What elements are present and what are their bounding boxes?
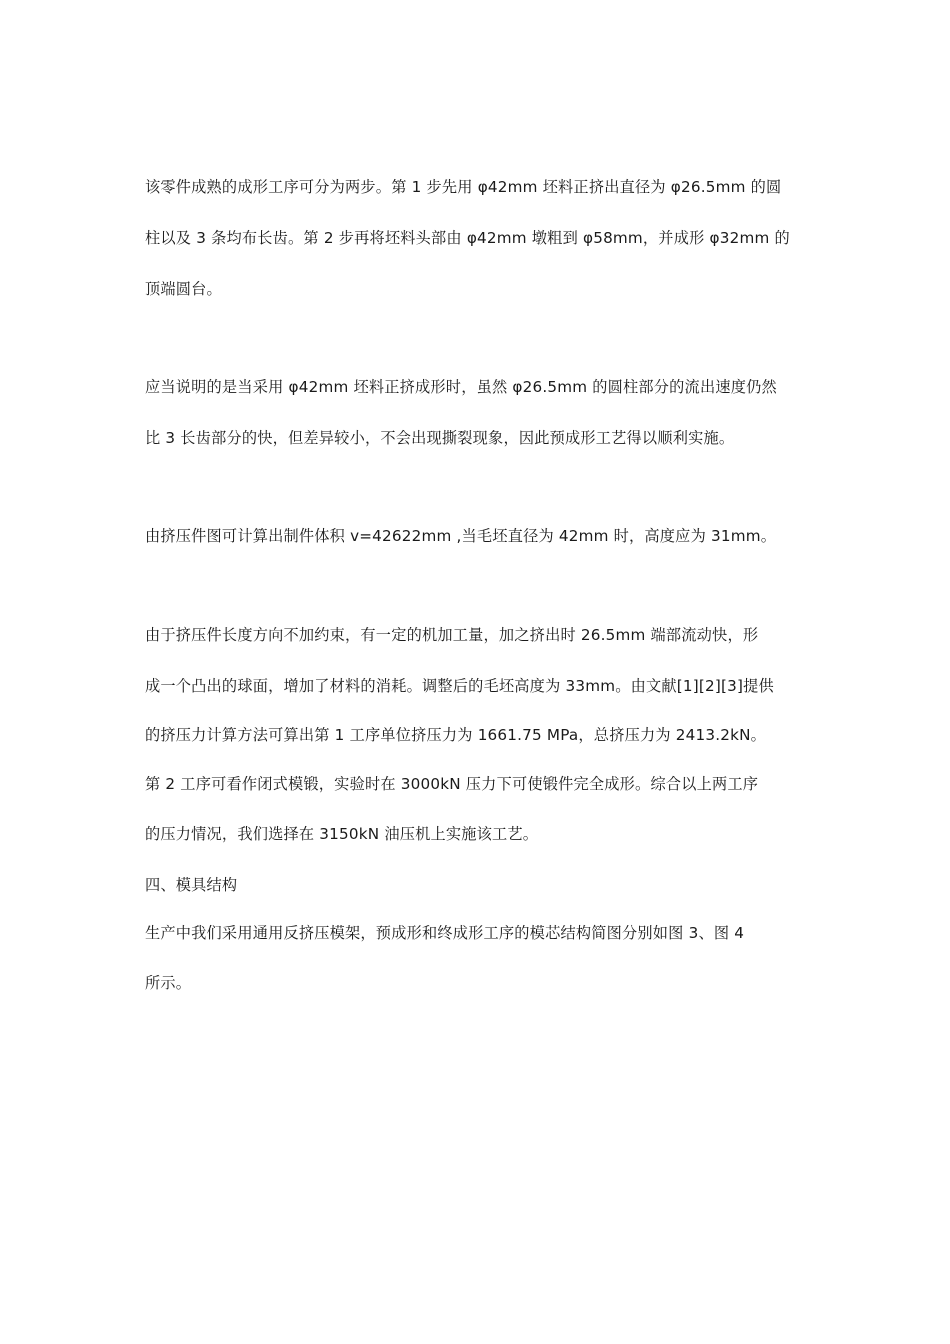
paragraph-5-line-1: 生产中我们采用通用反挤压模架，预成形和终成形工序的模芯结构简图分别如图 3、图 4 — [145, 924, 745, 942]
paragraph-5-line-2: 所示。 — [145, 974, 192, 992]
paragraph-4-line-2: 成一个凸出的球面，增加了材料的消耗。调整后的毛坯高度为 33mm。由文献[1][2][3]提供 — [145, 677, 774, 695]
paragraph-3-line-1: 由挤压件图可计算出制件体积 v=42622mm ,当毛坯直径为 42mm 时，高度应为 31mm。 — [145, 527, 777, 545]
section-heading: 四、模具结构 — [145, 876, 238, 894]
paragraph-1-line-3: 顶端圆台。 — [145, 280, 222, 298]
paragraph-4-line-5: 的压力情况，我们选择在 3150kN 油压机上实施该工艺。 — [145, 825, 539, 843]
paragraph-4-line-4: 第 2 工序可看作闭式模锻，实验时在 3000kN 压力下可使锻件完全成形。综合以上两工序 — [145, 775, 759, 793]
paragraph-1-line-1: 该零件成熟的成形工序可分为两步。第 1 步先用 φ42mm 坯料正挤出直径为 φ26.5mm 的圆 — [145, 178, 782, 196]
paragraph-1-line-2: 柱以及 3 条均布长齿。第 2 步再将坯料头部由 φ42mm 墩粗到 φ58mm，并成形 φ32mm 的 — [145, 229, 790, 247]
paragraph-4-line-3: 的挤压力计算方法可算出第 1 工序单位挤压力为 1661.75 MPa，总挤压力为 2413.2kN。 — [145, 726, 767, 744]
paragraph-4-line-1: 由于挤压件长度方向不加约束，有一定的机加工量，加之挤出时 26.5mm 端部流动快，形 — [145, 626, 759, 644]
paragraph-2-line-1: 应当说明的是当采用 φ42mm 坯料正挤成形时，虽然 φ26.5mm 的圆柱部分的流出速度仍然 — [145, 378, 777, 396]
paragraph-2-line-2: 比 3 长齿部分的快，但差异较小，不会出现撕裂现象，因此预成形工艺得以顺利实施。 — [145, 429, 735, 447]
